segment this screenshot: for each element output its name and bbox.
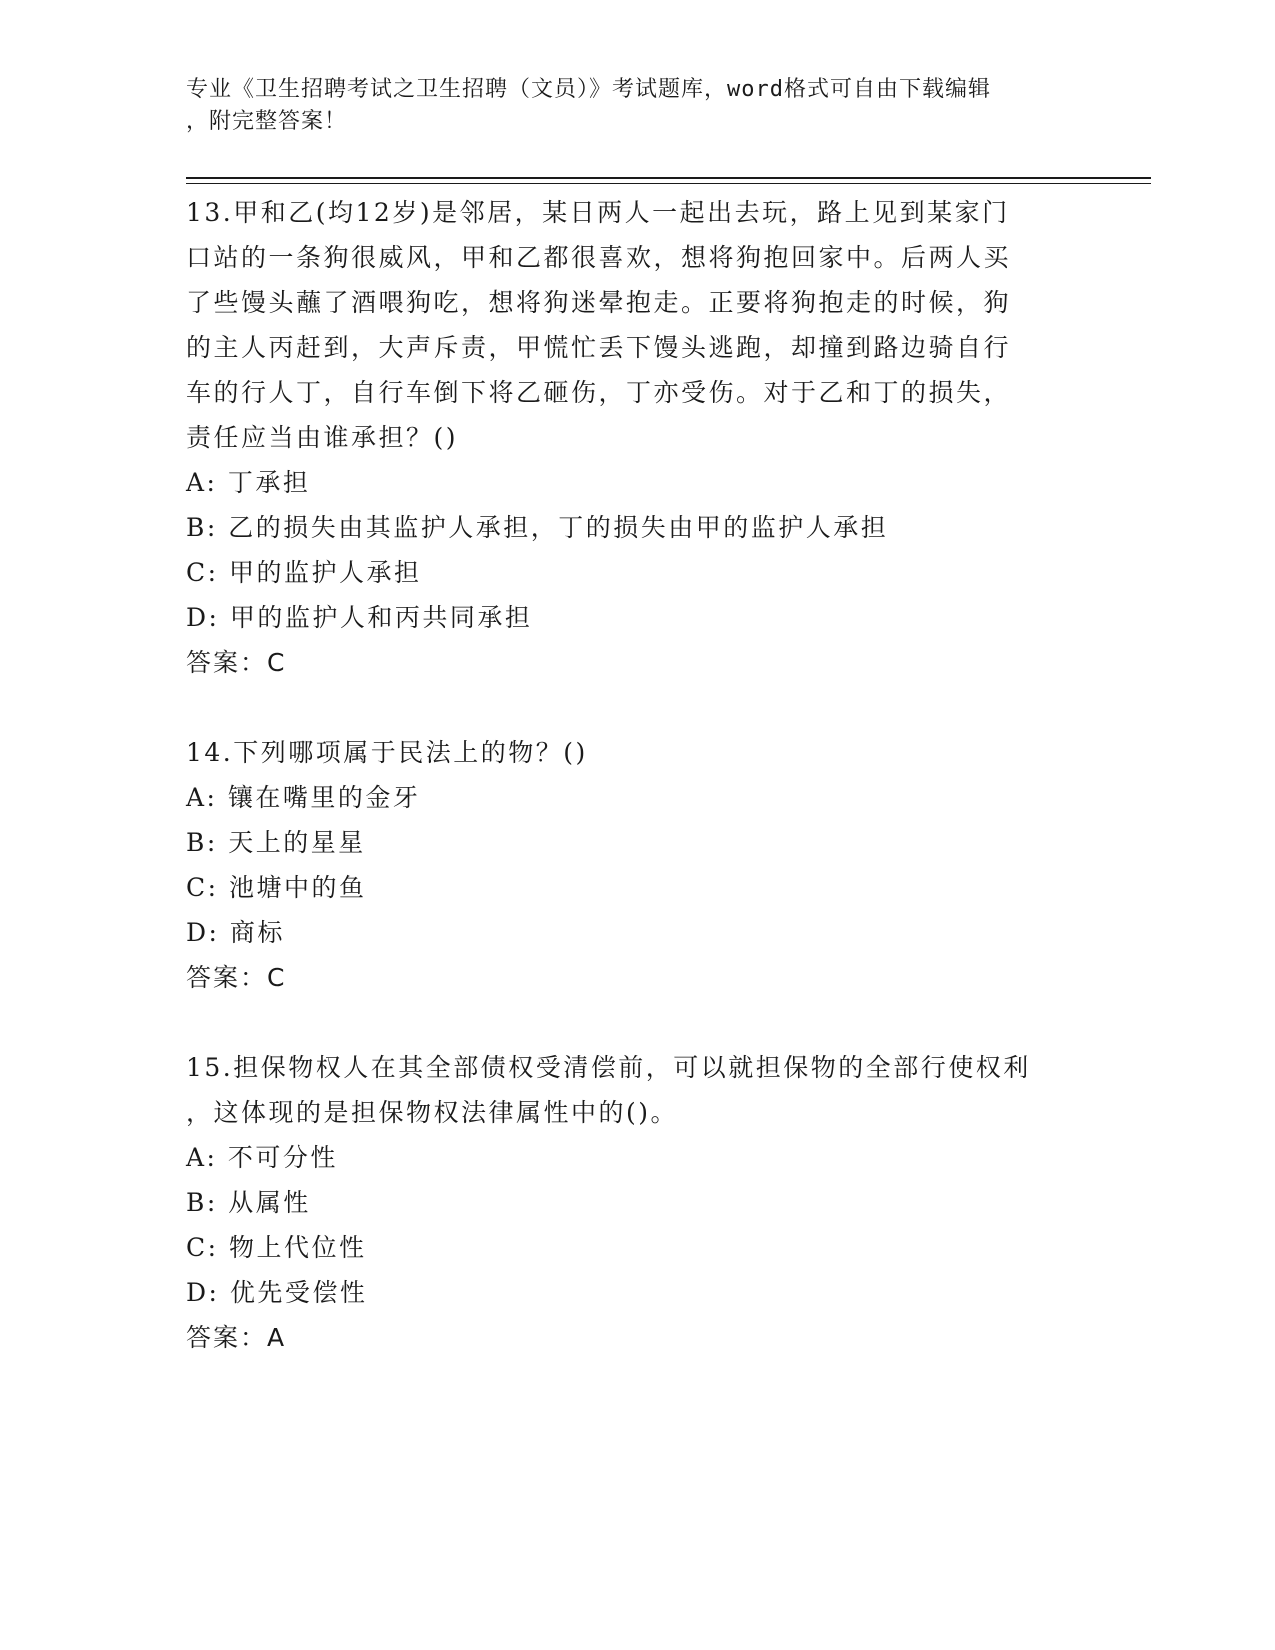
question-line: ，这体现的是担保物权法律属性中的()。 [186,1098,679,1127]
header-line: 专业《卫生招聘考试之卫生招聘（文员）》考试题库，word格式可自由下载编辑 [186,77,991,102]
question-spacer [186,685,1086,730]
question-line: 13.甲和乙(均12岁)是邻居，某日两人一起出去玩，路上见到某家门 [186,198,1010,227]
question-list [186,190,1086,1360]
question-text [186,190,1086,460]
option-a: A: 镶在嘴里的金牙 [186,783,421,812]
document-header [186,74,1086,138]
header-divider-thin [186,183,1151,184]
question-line: 车的行人丁，自行车倒下将乙砸伤，丁亦受伤。对于乙和丁的损失， [186,378,1012,407]
option-a: A: 丁承担 [186,468,311,497]
option-d: D: 商标 [186,918,285,947]
question-line: 15.担保物权人在其全部债权受清偿前，可以就担保物的全部行使权利 [186,1053,1031,1082]
header-line: ，附完整答案！ [186,109,348,134]
option-d: D: 优先受偿性 [186,1278,368,1307]
option-c: C: 池塘中的鱼 [186,873,367,902]
question-15 [186,1045,1086,1360]
answer-line: 答案：A [186,1323,287,1352]
option-a: A: 不可分性 [186,1143,338,1172]
question-text [186,730,1086,775]
question-14 [186,730,1086,1000]
option-d: D: 甲的监护人和丙共同承担 [186,603,533,632]
question-spacer [186,1000,1086,1045]
question-line: 的主人丙赶到，大声斥责，甲慌忙丢下馒头逃跑，却撞到路边骑自行 [186,333,1012,362]
answer-line: 答案：C [186,963,287,992]
question-line: 责任应当由谁承担？() [186,423,459,452]
question-13 [186,190,1086,685]
option-b: B: 从属性 [186,1188,311,1217]
question-line: 14.下列哪项属于民法上的物？() [186,738,588,767]
question-text [186,1045,1086,1135]
option-c: C: 甲的监护人承担 [186,558,422,587]
answer-line: 答案：C [186,648,287,677]
question-line: 了些馒头蘸了酒喂狗吃，想将狗迷晕抱走。正要将狗抱走的时候，狗 [186,288,1012,317]
header-divider-thick [186,177,1151,179]
question-line: 口站的一条狗很威风，甲和乙都很喜欢，想将狗抱回家中。后两人买 [186,243,1012,272]
option-c: C: 物上代位性 [186,1233,367,1262]
option-b: B: 天上的星星 [186,828,366,857]
option-b: B: 乙的损失由其监护人承担，丁的损失由甲的监护人承担 [186,513,889,542]
